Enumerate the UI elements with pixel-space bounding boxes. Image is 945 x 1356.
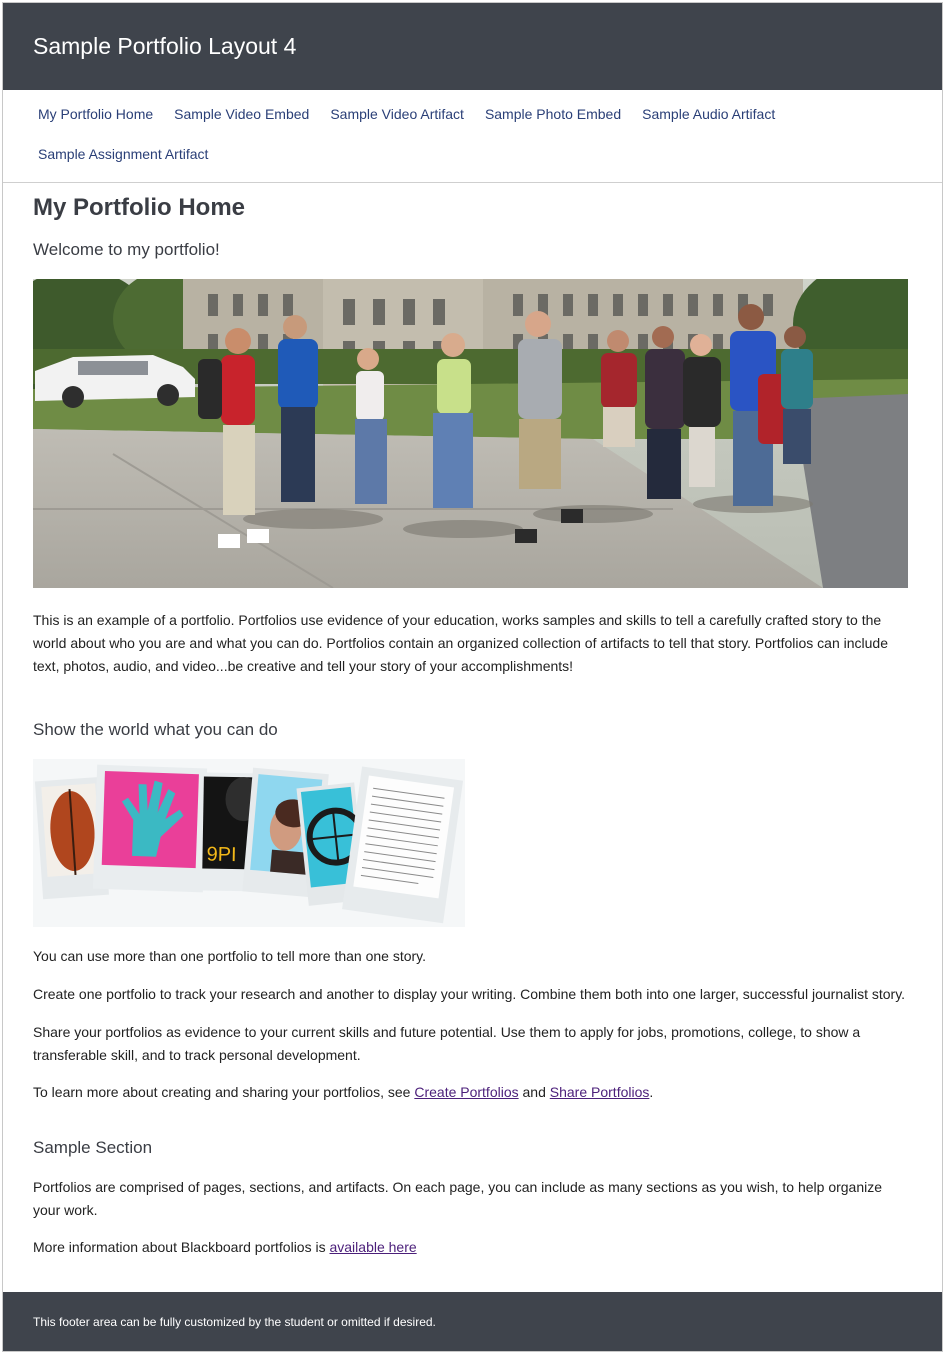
nav-item-sample-audio-artifact[interactable]: Sample Audio Artifact [642,106,776,122]
share-paragraph: Share your portfolios as evidence to your current skills and future potential. Use them to apply for jobs, promotions, college, to show a transferable skill, and to track personal development. [33,1024,861,1063]
portfolio-page [2,2,943,1352]
intro-paragraph: This is an example of a portfolio. Portfolios use evidence of your education, works samples and skills to tell a carefully crafted story to the world about who you are and what you can do. Portfolios contain an organized collection of artifacts to tell that story. Portfolios can include text, photos, audio, and video...be creative and tell your story of your accomplishments! [33,612,889,674]
site-header [3,3,942,90]
learn-more-text: To learn more about creating and sharing your portfolios, see [33,1084,415,1100]
nav-item-sample-video-artifact[interactable]: Sample Video Artifact [330,106,464,122]
more-than-one-paragraph: You can use more than one portfolio to tell more than one story. [33,948,427,964]
more-info-paragraph [33,1236,908,1259]
nav-item-my-portfolio-home[interactable]: My Portfolio Home [38,106,154,122]
polaroid-collage-image [33,759,465,927]
more-info-text: More information about Blackboard portfolios is [33,1239,330,1255]
nav-item-sample-assignment-artifact[interactable]: Sample Assignment Artifact [38,146,209,162]
footer-text: This footer area can be fully customized by the student or omitted if desired. [33,1314,436,1329]
site-title: Sample Portfolio Layout 4 [33,33,297,59]
hero-photo-students-walking [33,279,908,588]
learn-more-paragraph [33,1081,908,1104]
sample-section-heading: Sample Section [33,1138,153,1157]
page-title: My Portfolio Home [33,194,246,221]
show-the-world-heading: Show the world what you can do [33,720,278,739]
share-portfolios-link[interactable]: Share Portfolios [549,1084,650,1100]
sample-section-paragraph: Portfolios are comprised of pages, sections, and artifacts. On each page, you can include as many sections as you wish, to help organize your work. [33,1179,883,1218]
polaroid-label-9pi: 9PI [206,843,237,867]
and-text: and [518,1084,550,1100]
main-navigation [3,90,942,183]
nav-item-sample-video-embed[interactable]: Sample Video Embed [174,106,310,122]
main-content [3,193,942,1259]
site-footer [3,1292,942,1351]
nav-item-sample-photo-embed[interactable]: Sample Photo Embed [484,106,622,122]
create-one-paragraph: Create one portfolio to track your research and another to display your writing. Combine them both into one larger, successful journalist story. [33,986,906,1002]
period-text: . [649,1084,654,1100]
create-portfolios-link[interactable]: Create Portfolios [414,1084,519,1100]
available-here-link[interactable]: available here [329,1239,417,1255]
welcome-heading: Welcome to my portfolio! [33,240,220,259]
